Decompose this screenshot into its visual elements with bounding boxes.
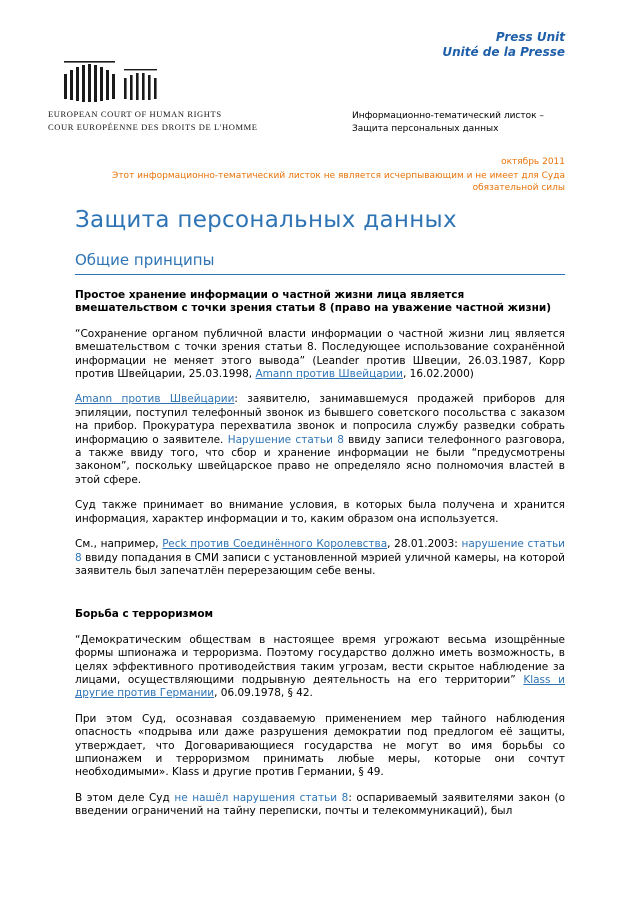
text-run: ввиду записи телефонного разговора, а также ввиду того, что сбор и хранение информации не были “предусмотрены законом”, поскольку швейцарское право не определяло ясно полномочия властей в этой сфере. — [75, 433, 565, 486]
date-disclaimer-block — [95, 156, 565, 194]
lead-paragraph — [75, 289, 565, 316]
logo-caption-fr: COUR EUROPÉENNE DES DROITS DE L'HOMME — [48, 122, 258, 132]
case-link[interactable]: Peck против Соединённого Королевства — [162, 538, 388, 551]
date-line: октябрь 2011 — [501, 157, 565, 167]
content-area — [75, 206, 565, 819]
text-run: , 28.01.2003: — [387, 538, 462, 551]
case-link[interactable]: Amann против Швейцарии — [75, 393, 235, 406]
echr-logo-graphic — [62, 56, 168, 106]
paragraph — [75, 713, 565, 780]
text-run: При этом Суд, осознавая создаваемую применением мер тайного наблюдения опасность «подрыва или даже разрушения демократии под предлогом её защиты, утверждает, что Договаривающиеся государства не могут во имя борьбы со шпионажем и терроризмом принимать любые меры, которые они сочтут необходимыми». Klass и другие против Германии, § 49. — [75, 712, 565, 779]
press-unit-header — [442, 30, 565, 60]
text-run: См., например, — [75, 538, 163, 551]
text-run: : оспариваемый заявителями закон (о введении ограничений на тайну переписки, почты и телекоммуникаций), был — [75, 791, 566, 818]
logo-caption — [48, 108, 258, 134]
text-run: ввиду попадания в СМИ записи с установленной мэрией уличной камеры, на которой заявитель был запечатлён перерезающим себе вены. — [75, 551, 565, 577]
violation-finding-text: нарушение статьи 8 — [75, 538, 565, 564]
paragraph — [75, 538, 565, 578]
text-run: “Сохранение органом публичной власти информации о частной жизни лиц является вмешательством с точки зрения статьи 8. Последующее использование сохранённой информации не меняет этого вывода” (Leander против Швеции, 26.03.1987, Kopp против Швейцарии, 25.03.1998, — [75, 327, 565, 381]
case-link[interactable]: Amann против Швейцарии — [255, 368, 403, 381]
paragraph — [75, 792, 565, 819]
case-link[interactable]: Klass и другие против Германии — [75, 673, 565, 700]
text-run: : заявителю, занимавшемуся продажей приборов для эпиляции, поступил телефонный звонок из бывшего советского посольства с заказом на прибор. Прокуратура перехватила звонок и попросила службу разведки собрать информацию о заявителе. — [75, 393, 565, 446]
paragraph — [75, 328, 565, 382]
echr-logo — [62, 56, 168, 110]
text-run: , 06.09.1978, § 42. — [214, 687, 313, 700]
text-run: Борьба с терроризмом — [75, 608, 214, 621]
paragraph — [75, 499, 565, 526]
text-run: Суд также принимает во внимание условия, в которых была получена и хранится информация, характер информации и то, каким образом она используется. — [75, 499, 565, 525]
section-heading: Общие принципы — [75, 251, 565, 275]
text-run: Простое хранение информации о частной жизни лица является вмешательством с точки зрения статьи 8 (право на уважение частной жизни) — [75, 289, 551, 315]
text-run: , 16.02.2000) — [403, 368, 474, 381]
disclaimer-text: Этот информационно-тематический листок не является исчерпывающим и не имеет для Суда обязательной силы — [112, 171, 565, 193]
page-title: Защита персональных данных — [75, 207, 457, 233]
text-run: В этом деле Суд — [75, 791, 175, 804]
paragraph — [75, 634, 565, 701]
press-unit-label-en: Press Unit — [495, 30, 565, 44]
factsheet-label: Информационно-тематический листок – Защита персональных данных — [352, 111, 544, 134]
paragraph — [75, 393, 565, 487]
violation-finding-text: Нарушение статьи 8 — [227, 433, 344, 446]
logo-caption-en: EUROPEAN COURT OF HUMAN RIGHTS — [48, 109, 222, 119]
text-run: “Демократическим обществам в настоящее время угрожают весьма изощрённые формы шпионажа и терроризма. Поэтому государство должно иметь возможность, в целях эффективного противодействия таким угрозам, вести скрытое наблюдение за лицами, осуществляющими подрывную деятельность на его территории” — [75, 633, 565, 686]
subsection-heading — [75, 608, 565, 621]
document-body — [75, 289, 565, 819]
press-unit-label-fr: Unité de la Presse — [442, 45, 565, 59]
violation-finding-text: не нашёл нарушения статьи 8 — [174, 791, 349, 804]
